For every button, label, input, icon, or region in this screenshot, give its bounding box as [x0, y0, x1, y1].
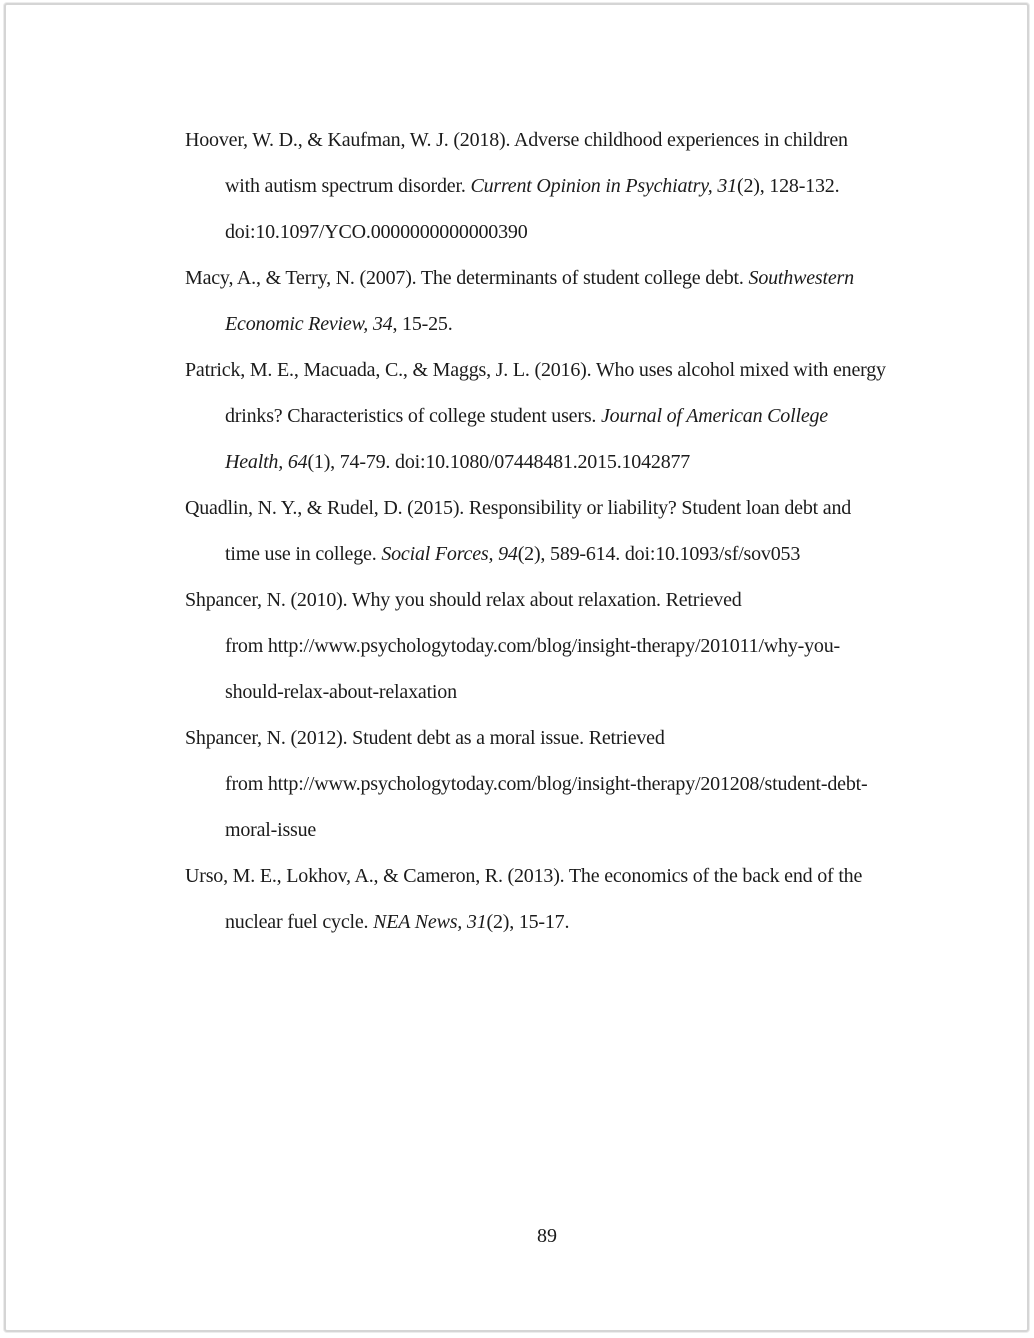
reference-line	[185, 577, 886, 623]
reference-line	[185, 669, 886, 715]
reference-text-segment: Patrick, M. E., Macuada, C., & Maggs, J. L. (2016). Who uses alcohol mixed with energy	[185, 359, 886, 381]
reference-text-segment: should-relax-about-relaxation	[225, 681, 457, 703]
reference-text-segment: (2), 15-17.	[486, 911, 570, 933]
reference-text-segment: (2), 128-132.	[736, 175, 840, 197]
reference-line	[185, 807, 886, 853]
reference-line	[185, 761, 886, 807]
reference-text-segment: , 15-25.	[392, 313, 453, 335]
reference-line	[185, 255, 886, 301]
reference-text-segment: Current Opinion in Psychiatry, 31	[470, 175, 737, 197]
reference-text-segment: (1), 74-79. doi:10.1080/07448481.2015.1042877	[307, 451, 691, 473]
reference-text-segment: Journal of American College	[601, 405, 828, 427]
reference-line	[185, 209, 886, 255]
reference-line	[185, 485, 886, 531]
reference-line	[185, 347, 886, 393]
reference-text-segment: Quadlin, N. Y., & Rudel, D. (2015). Responsibility or liability? Student loan debt and	[185, 497, 852, 519]
reference-text-segment: Southwestern	[748, 267, 854, 289]
reference-text-segment: with autism spectrum disorder.	[225, 175, 471, 197]
reference-text-segment: time use in college.	[225, 543, 382, 565]
reference-text-segment: Shpancer, N. (2010). Why you should relax about relaxation. Retrieved	[185, 589, 742, 611]
reference-text-segment: doi:10.1097/YCO.0000000000000390	[225, 221, 528, 243]
reference-text-segment: from http://www.psychologytoday.com/blog/insight-therapy/201011/why-you-	[225, 635, 840, 657]
reference-text-segment: moral-issue	[225, 819, 317, 841]
reference-text-segment: Macy, A., & Terry, N. (2007). The determinants of student college debt.	[185, 267, 749, 289]
reference-text-segment: (2), 589-614. doi:10.1093/sf/sov053	[517, 543, 801, 565]
reference-line	[185, 163, 886, 209]
reference-text-segment: nuclear fuel cycle.	[225, 911, 374, 933]
reference-text-segment: from http://www.psychologytoday.com/blog/insight-therapy/201208/student-debt-	[225, 773, 868, 795]
reference-line	[185, 301, 886, 347]
reference-line	[185, 531, 886, 577]
reference-line	[185, 117, 886, 163]
reference-text-segment: Shpancer, N. (2012). Student debt as a moral issue. Retrieved	[185, 727, 665, 749]
reference-text-segment: Health, 64	[225, 451, 308, 473]
references-list	[185, 117, 886, 945]
page-number: 89	[537, 1225, 557, 1247]
reference-text-segment: Urso, M. E., Lokhov, A., & Cameron, R. (2013). The economics of the back end of the	[185, 865, 863, 887]
reference-text-segment: NEA News, 31	[373, 911, 487, 933]
reference-line	[185, 439, 886, 485]
reference-text-segment: Social Forces, 94	[381, 543, 518, 565]
reference-line	[185, 715, 886, 761]
document-page	[4, 3, 1029, 1332]
reference-line	[185, 899, 886, 945]
reference-line	[185, 853, 886, 899]
reference-text-segment: Hoover, W. D., & Kaufman, W. J. (2018). Adverse childhood experiences in children	[185, 129, 848, 151]
reference-text-segment: Economic Review, 34	[225, 313, 393, 335]
reference-text-segment: drinks? Characteristics of college student users.	[225, 405, 601, 427]
reference-line	[185, 393, 886, 439]
reference-line	[185, 623, 886, 669]
